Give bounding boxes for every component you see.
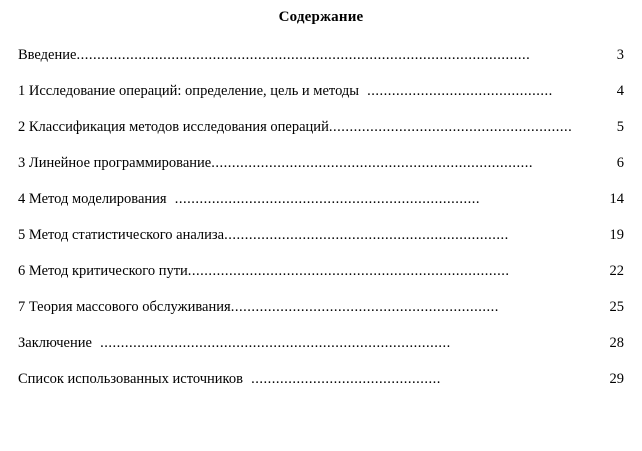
- toc-entry-page: 29: [609, 371, 624, 387]
- toc-entry[interactable]: [18, 264, 624, 300]
- toc-entry-label: Заключение: [18, 335, 92, 351]
- toc-leader-dots: ...........................................................: [328, 120, 573, 135]
- toc-entry-label: 4 Метод моделирования: [18, 191, 167, 207]
- toc-entry-page: 14: [609, 191, 624, 207]
- toc-entry-page: 22: [609, 263, 624, 279]
- toc-entry[interactable]: [18, 300, 624, 336]
- toc-entry-page: 19: [609, 227, 624, 243]
- toc-entry-label: Список использованных источников: [18, 371, 243, 387]
- toc-entry-label: 7 Теория массового обслуживания: [18, 299, 231, 315]
- page-title: Содержание: [278, 9, 364, 25]
- toc-entry-label: 3 Линейное программирование: [18, 155, 212, 171]
- document-page: [0, 8, 642, 451]
- toc-entry[interactable]: [18, 156, 624, 192]
- toc-entry[interactable]: [18, 336, 624, 372]
- toc-entry-page: 5: [616, 119, 624, 135]
- toc-entry[interactable]: [18, 192, 624, 228]
- toc-entry-page: 6: [616, 155, 624, 171]
- toc-entry[interactable]: [18, 48, 624, 84]
- table-of-contents: [18, 48, 624, 408]
- toc-leader-dots: ..............................................................................: [211, 156, 533, 171]
- toc-entry-label: Введение: [18, 47, 77, 63]
- toc-entry[interactable]: [18, 228, 624, 264]
- toc-leader-dots: .....................................................................: [224, 228, 509, 243]
- toc-entry-label: 2 Классификация методов исследования операций: [18, 119, 329, 135]
- toc-entry-label: 1 Исследование операций: определение, цель и методы: [18, 83, 360, 99]
- toc-leader-dots: ..............................................................................................................: [76, 48, 531, 63]
- toc-entry[interactable]: [18, 372, 624, 408]
- toc-entry[interactable]: [18, 120, 624, 156]
- toc-leader-dots: ..............................................: [246, 372, 441, 387]
- toc-leader-dots: ..............................................................................: [187, 264, 510, 279]
- toc-leader-dots: ..........................................................................: [170, 192, 480, 207]
- toc-entry-label: 6 Метод критического пути: [18, 263, 188, 279]
- toc-entry-page: 4: [616, 83, 624, 99]
- toc-leader-dots: .....................................................................................: [95, 336, 451, 351]
- toc-entry-page: 28: [609, 335, 624, 351]
- toc-leader-dots: .............................................: [363, 84, 553, 99]
- toc-entry-page: 3: [616, 47, 624, 63]
- toc-leader-dots: .................................................................: [230, 300, 499, 315]
- toc-entry-page: 25: [609, 299, 624, 315]
- toc-entry[interactable]: [18, 84, 624, 120]
- toc-entry-label: 5 Метод статистического анализа: [18, 227, 225, 243]
